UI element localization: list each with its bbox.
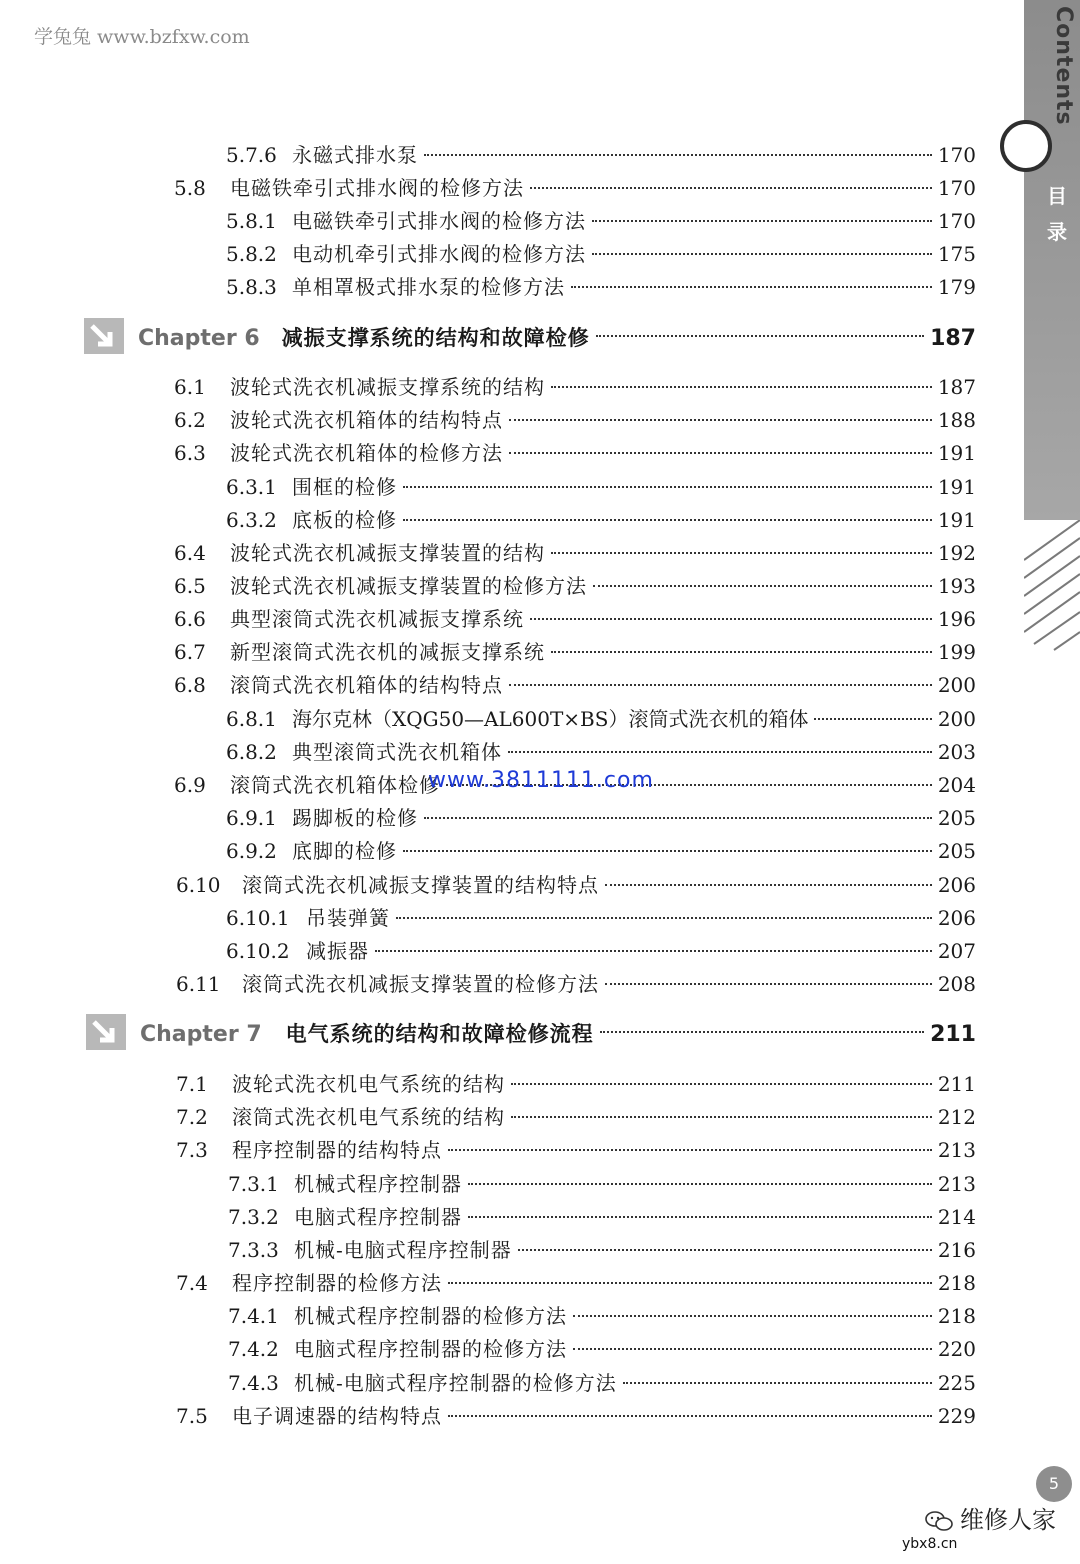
toc-number: 7.3 [176,1138,208,1162]
toc-row[interactable] [174,637,976,667]
toc-row[interactable] [226,936,976,966]
tab-ring-icon [1000,120,1052,172]
toc-number: 5.8.3 [226,275,277,299]
toc-page: 218 [937,1271,976,1295]
toc-number: 6.10.1 [226,906,290,930]
leader-dots [509,451,932,454]
toc-number: 6.9.1 [226,806,277,830]
toc-row[interactable] [174,604,976,634]
leader-dots [403,518,932,521]
toc-row[interactable] [226,836,976,866]
leader-dots [511,1115,932,1118]
toc-row[interactable] [174,173,976,203]
mulu-label: 目录 [1047,184,1067,244]
toc-row[interactable] [228,1334,976,1364]
chapter-arrow-icon [86,1014,126,1050]
toc-number: 5.7.6 [226,143,277,167]
toc-number: 6.9 [174,773,206,797]
leader-dots [573,1347,932,1350]
toc-page: 170 [937,209,976,233]
toc-title: 波轮式洗衣机电气系统的结构 [232,1072,505,1096]
toc-title: 吊装弹簧 [306,906,390,930]
toc-row[interactable] [226,206,976,236]
toc-row[interactable] [176,1268,976,1298]
toc-page: 191 [937,441,976,465]
toc-title: 单相罩极式排水泵的检修方法 [292,275,565,299]
toc-page: 196 [937,607,976,631]
contents-label: Contents [1051,6,1076,126]
toc-number: 5.8.1 [226,209,277,233]
toc-title: 滚筒式洗衣机箱体检修 [230,773,440,797]
leader-dots [530,186,932,189]
toc-number: 6.7 [174,640,206,664]
diagonal-stripes-icon [1024,520,1080,660]
leader-dots [592,252,932,255]
toc-number: 7.4.1 [228,1304,279,1328]
leader-dots [814,717,931,720]
leader-dots [593,584,932,587]
toc-title: 滚筒式洗衣机减振支撑装置的检修方法 [242,972,599,996]
toc-row[interactable] [176,870,976,900]
toc-row[interactable] [176,969,976,999]
toc-title: 踢脚板的检修 [292,806,418,830]
toc-row[interactable] [228,1368,976,1398]
leader-dots [605,883,932,886]
toc-title: 滚筒式洗衣机电气系统的结构 [232,1105,505,1129]
toc-number: 6.11 [176,972,221,996]
leader-dots [424,153,932,156]
toc-page: 225 [937,1371,976,1395]
toc-row[interactable] [176,1069,976,1099]
toc-title: 滚筒式洗衣机箱体的结构特点 [230,673,503,697]
chapter-arrow-icon [84,318,124,354]
toc-number: 6.3.2 [226,508,277,532]
toc-row[interactable] [226,704,976,734]
toc-page: 175 [937,242,976,266]
toc-page: 214 [937,1205,976,1229]
toc-page: 213 [937,1172,976,1196]
toc-page: 170 [937,143,976,167]
toc-row[interactable] [226,505,976,535]
toc-number: 6.2 [174,408,206,432]
leader-dots [592,219,932,222]
chapter-title: 电气系统的结构和故障检修流程 [285,1022,594,1046]
toc-row[interactable] [226,903,976,933]
toc-page: 170 [937,176,976,200]
toc-page: 191 [937,508,976,532]
toc-title: 电脑式程序控制器 [294,1205,462,1229]
toc-page: 205 [937,806,976,830]
contents-side-tab [1024,0,1080,640]
toc-page: 200 [937,707,976,731]
toc-number: 7.4.2 [228,1337,279,1361]
chapter-title: 减振支撑系统的结构和故障检修 [281,326,590,350]
toc-title: 新型滚筒式洗衣机的减振支撑系统 [230,640,545,664]
chapter-page: 211 [930,1022,976,1047]
toc-number: 6.6 [174,607,206,631]
toc-row[interactable] [174,372,976,402]
toc-row[interactable] [226,272,976,302]
toc-title: 围框的检修 [292,475,397,499]
toc-page: 188 [937,408,976,432]
leader-dots [424,816,932,819]
leader-dots [623,1381,932,1384]
toc-number: 6.8.2 [226,740,277,764]
toc-title: 海尔克林（XQG50—AL600T×BS）滚筒式洗衣机的箱体 [292,707,809,731]
toc-number: 6.3 [174,441,206,465]
toc-title: 波轮式洗衣机减振支撑装置的检修方法 [230,574,587,598]
toc-title: 典型滚筒式洗衣机箱体 [292,740,502,764]
toc-page: 191 [937,475,976,499]
toc-title: 程序控制器的结构特点 [232,1138,442,1162]
toc-title: 波轮式洗衣机减振支撑系统的结构 [230,375,545,399]
toc-title: 波轮式洗衣机箱体的检修方法 [230,441,503,465]
leader-dots [509,683,932,686]
toc-row[interactable] [226,803,976,833]
toc-page: 205 [937,839,976,863]
chapter-label: Chapter 6 [138,326,260,351]
toc-number: 7.3.1 [228,1172,279,1196]
toc-number: 6.1 [174,375,206,399]
toc-page: 187 [937,375,976,399]
toc-number: 6.8 [174,673,206,697]
page-number-badge: 5 [1036,1466,1072,1502]
toc-title: 典型滚筒式洗衣机减振支撑系统 [230,607,524,631]
toc-row[interactable] [174,670,976,700]
toc-page: 220 [937,1337,976,1361]
toc-title: 底脚的检修 [292,839,397,863]
chapter-heading[interactable] [84,318,976,358]
toc-title: 滚筒式洗衣机减振支撑装置的结构特点 [242,873,599,897]
toc-number: 5.8.2 [226,242,277,266]
toc-title: 机械-电脑式程序控制器 [294,1238,512,1262]
toc-title: 电动机牵引式排水阀的检修方法 [292,242,586,266]
header-watermark: 学兔兔 www.bzfxw.com [34,26,250,48]
toc-row[interactable] [226,140,976,170]
leader-dots [551,551,932,554]
leader-dots [596,334,924,337]
toc-page: 206 [937,873,976,897]
leader-dots [600,1030,924,1033]
toc-page: 207 [937,939,976,963]
toc-number: 6.8.1 [226,707,277,731]
toc-title: 电磁铁牵引式排水阀的检修方法 [230,176,524,200]
toc-page: 211 [937,1072,976,1096]
toc-title: 机械-电脑式程序控制器的检修方法 [294,1371,617,1395]
chapter-heading[interactable] [86,1014,976,1054]
toc-title: 电磁铁牵引式排水阀的检修方法 [292,209,586,233]
toc-row[interactable] [174,405,976,435]
toc-row[interactable] [228,1235,976,1265]
toc-page: 204 [937,773,976,797]
leader-dots [468,1215,932,1218]
toc-number: 7.3.2 [228,1205,279,1229]
toc-page: 199 [937,640,976,664]
leader-dots [605,982,932,985]
toc-number: 7.1 [176,1072,208,1096]
toc-row[interactable] [226,472,976,502]
toc-title: 电子调速器的结构特点 [232,1404,442,1428]
toc-row[interactable] [176,1401,976,1431]
toc-number: 7.2 [176,1105,208,1129]
toc-number: 5.8 [174,176,206,200]
toc-row[interactable] [226,737,976,767]
leader-dots [551,650,932,653]
toc-page: 216 [937,1238,976,1262]
footer-brand [924,1500,1056,1535]
toc-number: 7.5 [176,1404,208,1428]
toc-page: 179 [937,275,976,299]
toc-title: 波轮式洗衣机箱体的结构特点 [230,408,503,432]
leader-dots [403,485,932,488]
toc-title: 底板的检修 [292,508,397,532]
leader-dots [448,1414,932,1417]
toc-number: 6.4 [174,541,206,565]
toc-title: 机械式程序控制器 [294,1172,462,1196]
leader-dots [448,1148,932,1151]
toc-title: 电脑式程序控制器的检修方法 [294,1337,567,1361]
toc-page: 218 [937,1304,976,1328]
toc-row[interactable] [228,1169,976,1199]
toc-number: 6.10.2 [226,939,290,963]
toc-row[interactable] [176,1135,976,1165]
toc-number: 7.4 [176,1271,208,1295]
chapter-label: Chapter 7 [140,1022,262,1047]
overlay-url-watermark: www.3811111.com [428,768,654,793]
leader-dots [571,285,932,288]
leader-dots [551,385,932,388]
toc-title: 永磁式排水泵 [292,143,418,167]
leader-dots [403,849,932,852]
leader-dots [518,1248,932,1251]
toc-number: 7.3.3 [228,1238,279,1262]
wechat-icon [924,1510,954,1532]
leader-dots [468,1182,932,1185]
toc-title: 程序控制器的检修方法 [232,1271,442,1295]
toc-row[interactable] [174,538,976,568]
leader-dots [375,949,932,952]
toc-row[interactable] [174,438,976,468]
toc-title: 机械式程序控制器的检修方法 [294,1304,567,1328]
leader-dots [396,916,932,919]
toc-page: 200 [937,673,976,697]
leader-dots [573,1314,932,1317]
chapter-page: 187 [930,326,976,351]
leader-dots [530,617,932,620]
toc-number: 6.3.1 [226,475,277,499]
toc-page: 203 [937,740,976,764]
toc-row[interactable] [228,1301,976,1331]
toc-number: 6.10 [176,873,221,897]
toc-page: 208 [937,972,976,996]
leader-dots [509,418,932,421]
toc-number: 6.5 [174,574,206,598]
toc-title: 波轮式洗衣机减振支撑装置的结构 [230,541,545,565]
toc-row[interactable] [226,239,976,269]
toc-page: 213 [937,1138,976,1162]
toc-page: 229 [937,1404,976,1428]
toc-row[interactable] [176,1102,976,1132]
toc-row[interactable] [228,1202,976,1232]
leader-dots [448,1281,932,1284]
footer-url: ybx8.cn [902,1536,958,1552]
toc-title: 减振器 [306,939,369,963]
leader-dots [508,750,932,753]
toc-number: 6.9.2 [226,839,277,863]
brand-name: 维修人家 [960,1506,1056,1534]
toc-page: 206 [937,906,976,930]
toc-page: 212 [937,1105,976,1129]
leader-dots [511,1082,932,1085]
toc-number: 7.4.3 [228,1371,279,1395]
toc-page: 192 [937,541,976,565]
toc-row[interactable] [174,571,976,601]
toc-page: 193 [937,574,976,598]
